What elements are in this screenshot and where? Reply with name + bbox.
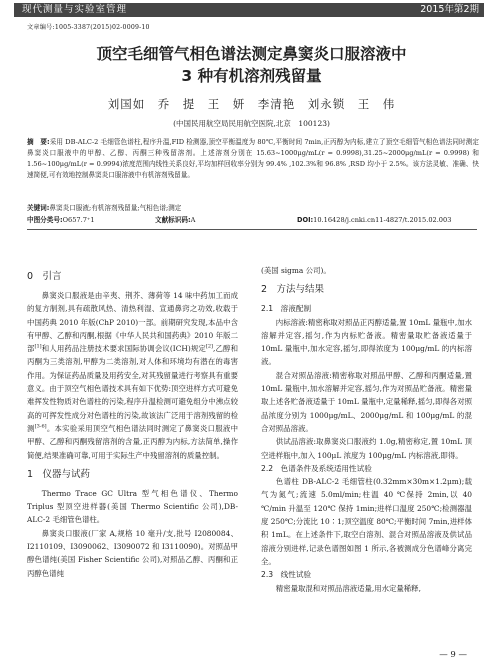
- doc-code: [155, 215, 195, 226]
- subsection-2-2: 2.2 色谱条件及系统适用性试验: [261, 463, 372, 473]
- doc-value: A: [190, 216, 196, 224]
- subsection-2-1: 2.1 溶液配制: [261, 304, 312, 314]
- section-heading-methods: 2 方法与结果: [261, 284, 325, 296]
- test-solution-paragraph: 供试品溶液:取鼻窦炎口服液约 1.0g,精密称定,置 10mL 顶空进样瓶中,加入 100μL 浓度为 100μg/mL 内标溶液,即得。: [261, 437, 472, 460]
- linearity-paragraph: 精密量取混和对照品溶液适量,用水定量稀释,: [275, 583, 421, 593]
- clc-number: [27, 215, 95, 226]
- journal-name: 现代测量与实验室管理: [22, 4, 128, 15]
- doi: [297, 215, 451, 226]
- doi-value: 10.16428/j.cnki.cn11-4827/t.2015.02.003: [313, 216, 452, 224]
- intro-text-b: 和人用药品注册技术要求国际协调会议(ICH)规定: [41, 344, 206, 354]
- subsection-2-3: 2.3 线性试验: [261, 570, 312, 580]
- internal-standard-paragraph: 内标溶液:精密称取对照品正丙醇适量,置 10mL 量瓶中,加水溶解并定容,摇匀,作为内标贮备液。精密量取贮备液适量于 10mL 量瓶中,加水定容,摇匀,即得浓度为 100μg/mL 的内标溶液。: [261, 317, 472, 367]
- intro-paragraph: [27, 289, 238, 462]
- keywords: [27, 203, 479, 214]
- intro-text-a: 鼻窦炎口服液是由辛夷、荆芥、薄荷等 14 味中药加工而成的复方制剂,具有疏散风热、清热利湿、宣通鼻窍之功效,收载于中国药典 2010 年版(ChP 2010)一部。前期研究发现,本品中含有甲醇、乙醇和丙酮,根据《中华人民共和国药典》2010 年版二部: [27, 291, 238, 354]
- instruments-paragraph: Thermo Trace GC Ultra 型气相色谱仪、Thermo Triplus 型顶空进样器(美国 Thermo Scientific 公司),DB-ALC-2 毛细管色谱柱。: [27, 488, 238, 525]
- running-header: [0, 0, 503, 18]
- citation-2: [2]: [205, 343, 214, 350]
- keywords-label: 关键词:: [27, 204, 50, 212]
- affiliation: (中国民用航空局民用航空医院,北京 100123): [173, 119, 330, 128]
- title-line-2: 3 种有机溶剂残留量: [181, 67, 322, 85]
- keywords-text: 鼻窦炎口服液;有机溶剂残留量;气相色谱;测定: [49, 204, 182, 212]
- issue-label: 2015年第2期: [420, 4, 479, 15]
- intro-text-d: 。本实验采用顶空气相色谱法同时测定了鼻窦炎口服液中甲醇、乙醇和丙酮残留溶剂的含量,正丙醇为内标,方法简单,操作简便,结果准确可靠,可用于实际生产中残留溶剂的质量控制。: [27, 423, 238, 460]
- abstract-text: 采用 DB-ALC-2 毛细管色谱柱,程序升温,FID 检测器,顶空平衡温度为 80℃,平衡时间 7min,正丙醇为内标,建立了顶空毛细管气相色谱法同时测定鼻窦炎口服液中的甲醇、乙醇、丙酮三种残留溶剂。上述溶剂分别在 15.63~1000μg/mL(r = 0.9998),31.25~2000μg/mL(r = 0.9998) 和 1.56~100μg/mL(r = 0.9994)浓度范围内线性关系良好,平均加样回收率分别为 99.4% ,102.3%和 96.8% ,RSD 均小于 2.5%。该方法灵敏、准确、快速简便,可有效地控制鼻窦炎口服溶液中有机溶剂残留量。: [27, 138, 479, 179]
- mixed-reference-paragraph: 混合对照品溶液:精密称取对照品甲醇、乙醇和丙酮适量,置 10mL 量瓶中,加水溶解并定容,摇匀,作为对照品贮备液。精密量取上述各贮备液适量于 10mL 量瓶中,定量稀释,摇匀,即得各对照品浓度分别为 1000μg/mL、2000μg/mL 和 100μg/mL 的混合对照品溶液。: [261, 370, 472, 433]
- left-column: [27, 264, 238, 580]
- doi-label: DOI:: [297, 216, 314, 224]
- citation-1: [1]: [34, 343, 42, 350]
- doc-label: 文献标识码:: [155, 216, 191, 224]
- continued-text: (美国 sigma 公司)。: [261, 266, 331, 275]
- clc-value: O657.7⁺1: [62, 216, 95, 224]
- right-column: [261, 264, 472, 595]
- chromatographic-conditions-paragraph: 色谱柱 DB-ALC-2 毛细管柱(0.32mm×30m×1.2μm);载气为氮气;流速 5.0ml/min;柱温 40 ℃保持 2min,以 40 ℃/min 升温至 120℃ 保持 1min;进样口温度 250℃;检测器温度 250℃;分流比 10∶1;顶空温度 80℃;平衡时间 7min,进样体积 1mL。在上述条件下,取空白溶剂、混合对照品溶液及供试品溶液分别进样,记录色谱图如图 1 所示,各被测成分色谱峰分离完全。: [261, 477, 472, 566]
- clc-label: 中图分类号:: [27, 216, 63, 224]
- section-heading-intro: 0 引言: [27, 271, 62, 282]
- title-line-1: 顶空毛细管气相色谱法测定鼻窦炎口服溶液中: [96, 45, 407, 63]
- authors: 刘国如 乔 提 王 妍 李清艳 刘永锁 王 伟: [107, 97, 396, 111]
- citation-3: [3-6]: [34, 423, 47, 430]
- reagents-paragraph: 鼻窦炎口服液(厂家 A,规格 10 毫升/支,批号 I2080084、I2110109、I3090062、I3090072 和 I3110090)。对照品甲醇色谱纯(美国 Fisher Scientific 公司),对照品乙醇、丙酮和正丙醇色谱纯: [27, 528, 238, 578]
- section-heading-instruments: 1 仪器与试药: [27, 468, 91, 480]
- intro-text-c: ,乙醇和丙酮为三类溶剂,甲醇为二类溶剂,对人体和环境均有潜在的毒害作用。为保证药品质量及用药安全,对其残留量进行考察具有重要意义。由于顶空气相色谱技术具有如下优势:顶空进样方式可避免难挥发性物质对色谱柱的污染,程序升温检测可避免组分中沸点较高的可挥发性成分对色谱柱的污染,故该法广泛用于溶剂残留的检测: [27, 344, 238, 433]
- page-number: — 9 —: [439, 650, 467, 660]
- abstract-label: 摘 要:: [27, 138, 50, 146]
- separator-rule: [27, 229, 477, 230]
- abstract: [27, 137, 479, 181]
- article-number: 文章编号:1005-3387(2015)02-0009-10: [27, 24, 150, 31]
